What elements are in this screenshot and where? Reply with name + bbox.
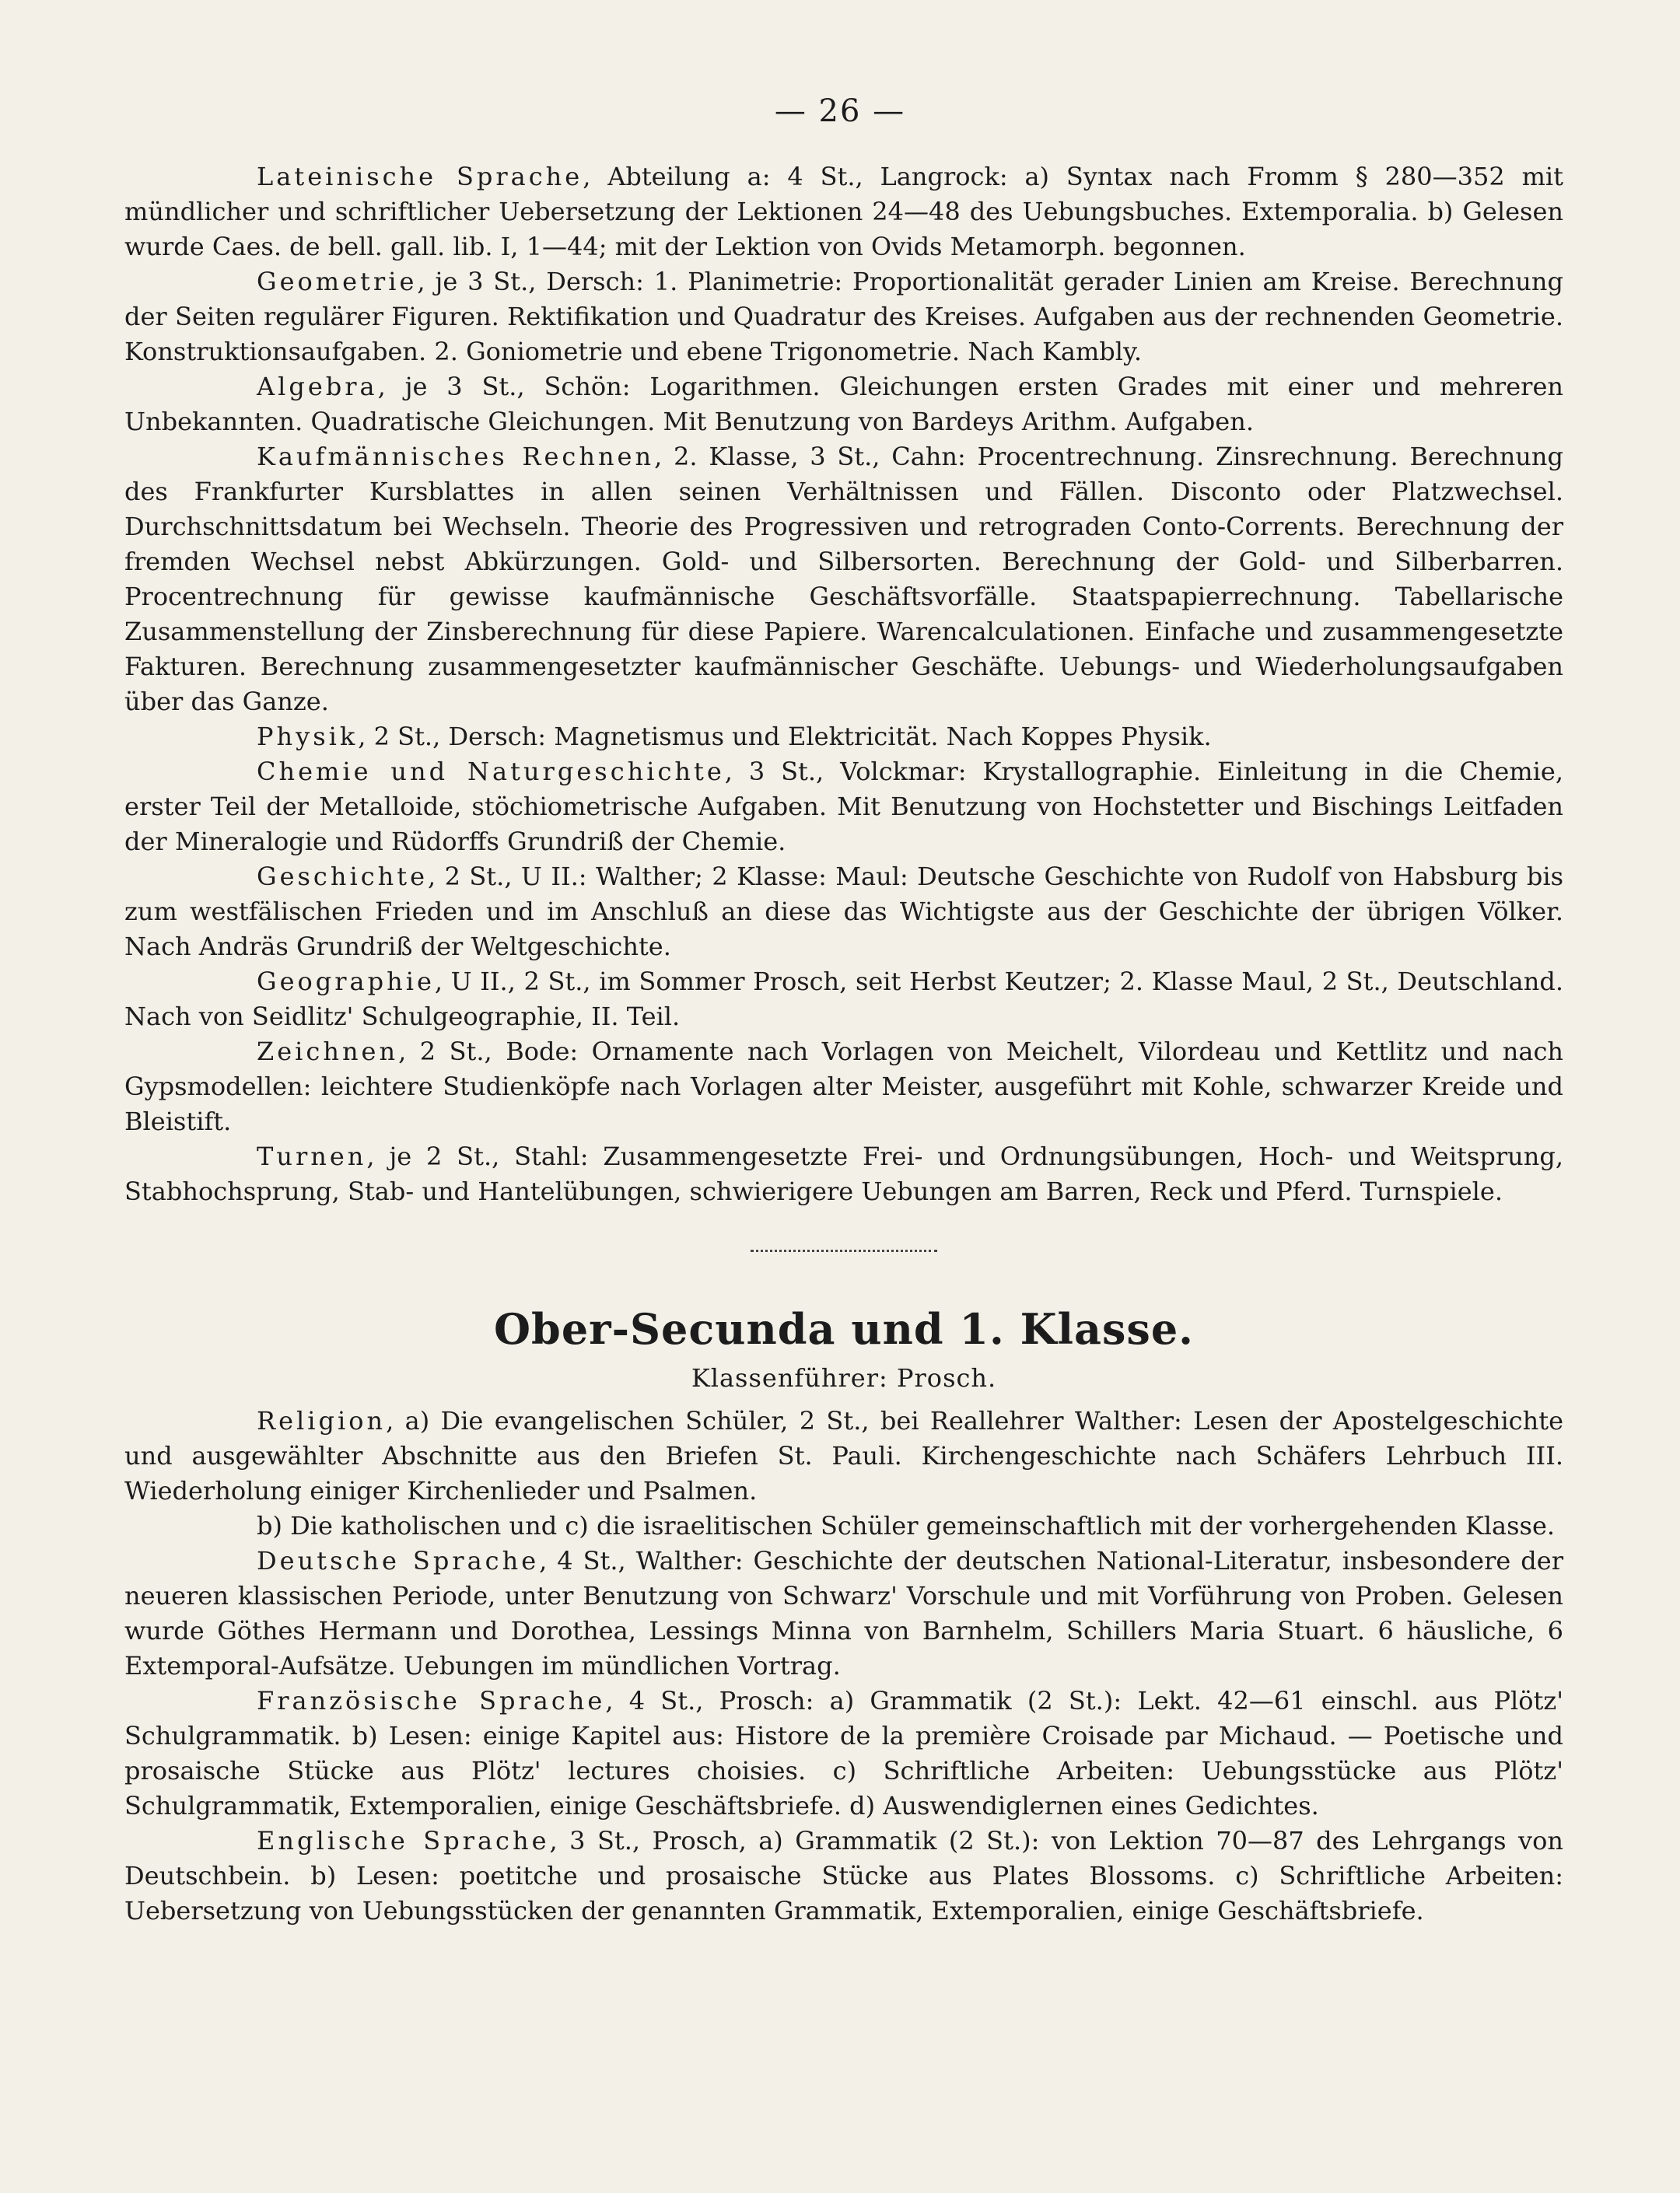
subject-heading: Lateinische Sprache xyxy=(257,162,583,191)
paragraph-text: , 2 St., U II.: Walther; 2 Klasse: Maul: Deutsche Geschichte von Rudolf von Habsburg bis zum westfälischen Frieden und im Anschluß an diese das Wichtigste aus der Geschichte der übrigen Völker. Nach Andräs Grundriß der Weltgeschichte. xyxy=(124,862,1563,961)
subject-heading: Geographie xyxy=(257,967,435,996)
section-divider xyxy=(751,1243,937,1252)
section-title: Ober-Secunda und 1. Klasse. xyxy=(494,1304,1194,1354)
paragraph-text: , 2. Klasse, 3 St., Cahn: Procentrechnung. Zinsrechnung. Berechnung des Frankfurter Kursblattes in allen seinen Verhältnissen und Fällen. Disconto oder Platzwechsel. Durchschnittsdatum bei Wechseln. Theorie des Progressiven und retrograden Conto-Corrents. Berechnung der fremden Wechsel nebst Abkürzungen. Gold- und Silbersorten. Berechnung der Gold- und Silberbarren. Procentrechnung für gewisse kaufmännische Geschäftsvorfälle. Staatspapierrechnung. Tabellarische Zusammenstellung der Zinsberechnung für diese Papiere. Warencalculationen. Einfache und zusammengesetzte Fakturen. Berechnung zusammengesetzter kaufmännischer Geschäfte. Uebungs- und Wiederholungsaufgaben über das Ganze. xyxy=(124,442,1564,716)
paragraph-text: , a) Die evangelischen Schüler, 2 St., bei Reallehrer Walther: Lesen der Apostelgeschichte und ausgewählter Abschnitte aus den Briefen St. Pauli. Kirchengeschichte nach Schäfers Lehrbuch III. Wiederholung einiger Kirchenlieder und Psalmen. xyxy=(124,1406,1563,1506)
subject-heading: Geschichte xyxy=(257,862,429,891)
section-subtitle: Klassenführer: Prosch. xyxy=(691,1363,997,1393)
subject-heading: Turnen xyxy=(257,1142,367,1171)
paragraph xyxy=(124,754,1563,859)
paragraph-text: , U II., 2 St., im Sommer Prosch, seit Herbst Keutzer; 2. Klasse Maul, 2 St., Deutschland. Nach von Seidlitz' Schulgeographie, II. Teil. xyxy=(124,967,1563,1031)
subject-heading: Chemie und Naturgeschichte xyxy=(257,757,725,786)
paragraph xyxy=(124,964,1563,1034)
subject-heading: Geometrie xyxy=(257,267,418,296)
subject-heading: Englische Sprache xyxy=(257,1826,550,1855)
paragraph xyxy=(124,719,1563,754)
paragraph-text: , 2 St., Dersch: Magnetismus und Elektricität. Nach Koppes Physik. xyxy=(358,722,1212,751)
paragraph xyxy=(124,1544,1563,1684)
subject-heading: Zeichnen xyxy=(257,1037,399,1066)
paragraph xyxy=(124,1684,1563,1824)
subject-heading: Kaufmännisches Rechnen xyxy=(257,442,655,471)
paragraph-text: b) Die katholischen und c) die israelitischen Schüler gemeinschaftlich mit der vorhergehenden Klasse. xyxy=(257,1511,1556,1541)
paragraph-text: , Abteilung a: 4 St., Langrock: a) Syntax nach Fromm § 280—352 mit mündlicher und schriftlicher Uebersetzung der Lektionen 24—48 des Uebungsbuches. Extemporalia. b) Gelesen wurde Caes. de bell. gall. lib. I, 1—44; mit der Lektion von Ovids Metamorph. begonnen. xyxy=(124,162,1564,261)
subject-heading: Physik xyxy=(257,722,359,751)
subject-heading: Religion xyxy=(257,1406,387,1436)
subject-heading: Algebra xyxy=(257,372,378,401)
paragraph xyxy=(124,1509,1563,1544)
paragraph xyxy=(124,264,1563,369)
paragraph-text: , 3 St., Volckmar: Krystallographie. Einleitung in die Chemie, erster Teil der Metalloide, stöchiometrische Aufgaben. Mit Benutzung von Hochstetter und Bischings Leitfaden der Mineralogie und Rüdorffs Grundriß der Chemie. xyxy=(124,757,1564,856)
paragraph-text: , 4 St., Walther: Geschichte der deutschen National-Literatur, insbesondere der neueren klassischen Periode, unter Benutzung von Schwarz' Vorschule und mit Vorführung von Proben. Gelesen wurde Göthes Hermann und Dorothea, Lessings Minna von Barnhelm, Schillers Maria Stuart. 6 häusliche, 6 Extemporal-Aufsätze. Uebungen im mündlichen Vortrag. xyxy=(124,1546,1564,1681)
page-number: — 26 — xyxy=(774,93,906,129)
paragraph xyxy=(124,1139,1563,1209)
paragraph-text: , 4 St., Prosch: a) Grammatik (2 St.): Lekt. 42—61 einschl. aus Plötz' Schulgrammatik. b) Lesen: einige Kapitel aus: Histore de la première Croisade par Michaud. — Poetische und prosaische Stücke aus Plötz' lectures choisies. c) Schriftliche Arbeiten: Uebungsstücke aus Plötz' Schulgrammatik, Extemporalien, einige Geschäftsbriefe. d) Auswendiglernen eines Gedichtes. xyxy=(124,1686,1564,1821)
upper-section xyxy=(124,159,1563,1209)
paragraph xyxy=(124,1404,1563,1509)
subject-heading: Deutsche Sprache xyxy=(257,1546,540,1576)
paragraph xyxy=(124,1034,1563,1139)
paragraph xyxy=(124,159,1563,264)
paragraph-text: , je 3 St., Dersch: 1. Planimetrie: Proportionalität gerader Linien am Kreise. Berechnung der Seiten regulärer Figuren. Rektifikation und Quadratur des Kreises. Aufgaben aus der rechnenden Geometrie. Konstruktionsaufgaben. 2. Goniometrie und ebene Trigonometrie. Nach Kambly. xyxy=(124,267,1563,366)
paragraph xyxy=(124,369,1563,439)
paragraph-text: , je 2 St., Stahl: Zusammengesetzte Frei- und Ordnungsübungen, Hoch- und Weitsprung, Stabhochsprung, Stab- und Hantelübungen, schwierigere Uebungen am Barren, Reck und Pferd. Turnspiele. xyxy=(124,1142,1563,1206)
paragraph xyxy=(124,1824,1563,1929)
page-body xyxy=(124,159,1563,1929)
paragraph xyxy=(124,439,1563,719)
subject-heading: Französische Sprache xyxy=(257,1686,606,1716)
paragraph-text: , 2 St., Bode: Ornamente nach Vorlagen von Meichelt, Vilordeau und Kettlitz und nach Gypsmodellen: leichtere Studienköpfe nach Vorlagen alter Meister, ausgeführt mit Kohle, schwarzer Kreide und Bleistift. xyxy=(124,1037,1563,1136)
paragraph-text: , je 3 St., Schön: Logarithmen. Gleichungen ersten Grades mit einer und mehreren Unbekannten. Quadratische Gleichungen. Mit Benutzung von Bardeys Arithm. Aufgaben. xyxy=(124,372,1563,436)
lower-section xyxy=(124,1404,1563,1929)
paragraph-text: , 3 St., Prosch, a) Grammatik (2 St.): von Lektion 70—87 des Lehrgangs von Deutschbein. b) Lesen: poetitche und prosaische Stücke aus Plates Blossoms. c) Schriftliche Arbeiten: Uebersetzung von Uebungsstücken der genannten Grammatik, Extemporalien, einige Geschäftsbriefe. xyxy=(124,1826,1563,1925)
paragraph xyxy=(124,859,1563,964)
